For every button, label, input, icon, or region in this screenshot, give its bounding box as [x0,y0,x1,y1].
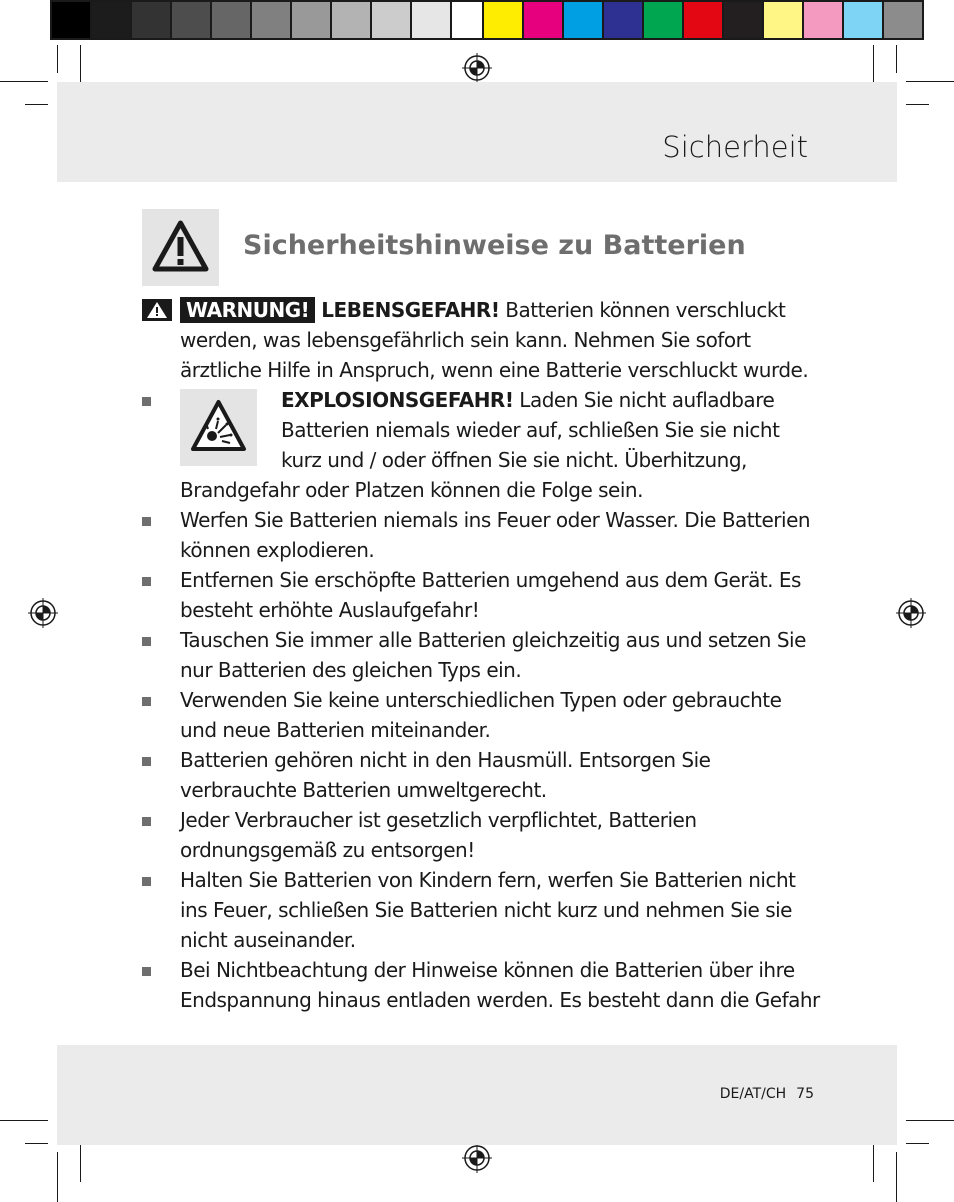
bullet-icon [142,517,151,526]
section-heading: Sicherheitshinweise zu Batterien [243,230,746,261]
registration-mark-icon [896,598,926,628]
crop-mark [25,1143,48,1144]
list-item-text: Entfernen Sie erschöpfte Batterien umgehend aus dem Gerät. Es besteht erhöhte Auslaufgefahr! [180,568,801,622]
color-swatch [844,0,884,40]
color-swatch [884,0,924,40]
page-title: Sicherheit [662,130,808,164]
list-item [180,745,820,805]
crop-mark [906,81,954,82]
page-number: 75 [796,1086,814,1102]
color-swatch [372,0,412,40]
warning-triangle-icon [142,209,219,286]
explosion-icon-box [180,389,257,466]
color-swatch [412,0,452,40]
list-item [180,805,820,865]
explosion-strong: EXPLOSIONSGEFAHR! [281,388,514,412]
color-swatch [804,0,844,40]
color-swatch [524,0,564,40]
explosion-paragraph [180,385,820,505]
bullet-icon [142,697,151,706]
crop-mark [57,45,58,73]
list-item-text: Batterien gehören nicht in den Hausmüll. Entsorgen Sie verbrauchte Batterien umweltgerecht. [180,748,711,802]
crop-mark [896,45,897,73]
color-swatch [172,0,212,40]
explosion-text: Laden Sie nicht aufladbare Batterien niemals wieder auf, schließen Sie sie nicht kurz und / oder öffnen Sie sie nicht. Überhitzung, Brandgefahr oder Platzen können die Folge sein. [180,388,780,502]
color-swatch [212,0,252,40]
list-item [180,625,820,685]
bullet-icon [142,757,151,766]
footer-region: DE/AT/CH [719,1086,787,1102]
crop-mark [906,104,929,105]
list-item [180,505,820,565]
bullet-icon [142,637,151,646]
bullet-list [180,505,820,1015]
explosion-icon [180,389,257,466]
crop-mark [896,1152,897,1202]
content [180,295,820,1015]
color-swatch [684,0,724,40]
color-swatch [252,0,292,40]
warning-text: Batterien können verschluckt werden, was lebensgefährlich sein kann. Nehmen Sie sofort ärztliche Hilfe in Anspruch, wenn eine Batterie verschluckt wurde. [180,298,809,382]
bullet-icon [142,877,151,886]
crop-mark [57,1152,58,1202]
crop-mark [0,81,48,82]
list-item [180,565,820,625]
list-item [180,865,820,955]
list-item [180,685,820,745]
process-colorbar [482,0,924,40]
crop-mark [906,1143,929,1144]
color-swatch [50,0,92,40]
warning-strong: LEBENSGEFAHR! [321,298,500,322]
crop-mark [873,1140,874,1182]
list-item-text: Halten Sie Batterien von Kindern fern, werfen Sie Batterien nicht ins Feuer, schließen Sie Batterien nicht kurz und nehmen Sie sie nicht auseinander. [180,868,796,952]
list-item-text: Werfen Sie Batterien niemals ins Feuer oder Wasser. Die Batterien können explodieren. [180,508,811,562]
registration-mark-icon [462,53,492,83]
color-swatch [764,0,804,40]
registration-mark-icon [28,598,58,628]
crop-mark [906,1120,954,1121]
list-item-text: Tauschen Sie immer alle Batterien gleichzeitig aus und setzen Sie nur Batterien des gleichen Typs ein. [180,628,806,682]
warning-triangle-icon [142,299,172,321]
bullet-icon [142,397,151,406]
list-item-text: Bei Nichtbeachtung der Hinweise können die Batterien über ihre Endspannung hinaus entladen werden. Es besteht dann die Gefahr [180,958,820,1012]
bullet-icon [142,967,151,976]
bullet-icon [142,577,151,586]
crop-mark [25,104,48,105]
color-swatch [292,0,332,40]
warning-badge: WARNUNG! [180,297,315,323]
crop-mark [80,1140,81,1182]
bullet-icon [142,817,151,826]
crop-mark [0,1120,48,1121]
color-swatch [644,0,684,40]
list-item [180,955,820,1015]
color-swatch [332,0,372,40]
list-item-text: Jeder Verbraucher ist gesetzlich verpflichtet, Batterien ordnungsgemäß zu entsorgen! [180,808,697,862]
registration-mark-icon [462,1143,492,1173]
section-warning-box [142,209,219,286]
color-swatch [724,0,764,40]
warning-paragraph [180,295,820,385]
color-swatch [604,0,644,40]
color-swatch [132,0,172,40]
footer [720,1086,814,1102]
color-swatch [92,0,132,40]
list-item-text: Verwenden Sie keine unterschiedlichen Typen oder gebrauchte und neue Batterien miteinander. [180,688,782,742]
grayscale-colorbar [50,0,492,40]
color-swatch [482,0,524,40]
color-swatch [564,0,604,40]
